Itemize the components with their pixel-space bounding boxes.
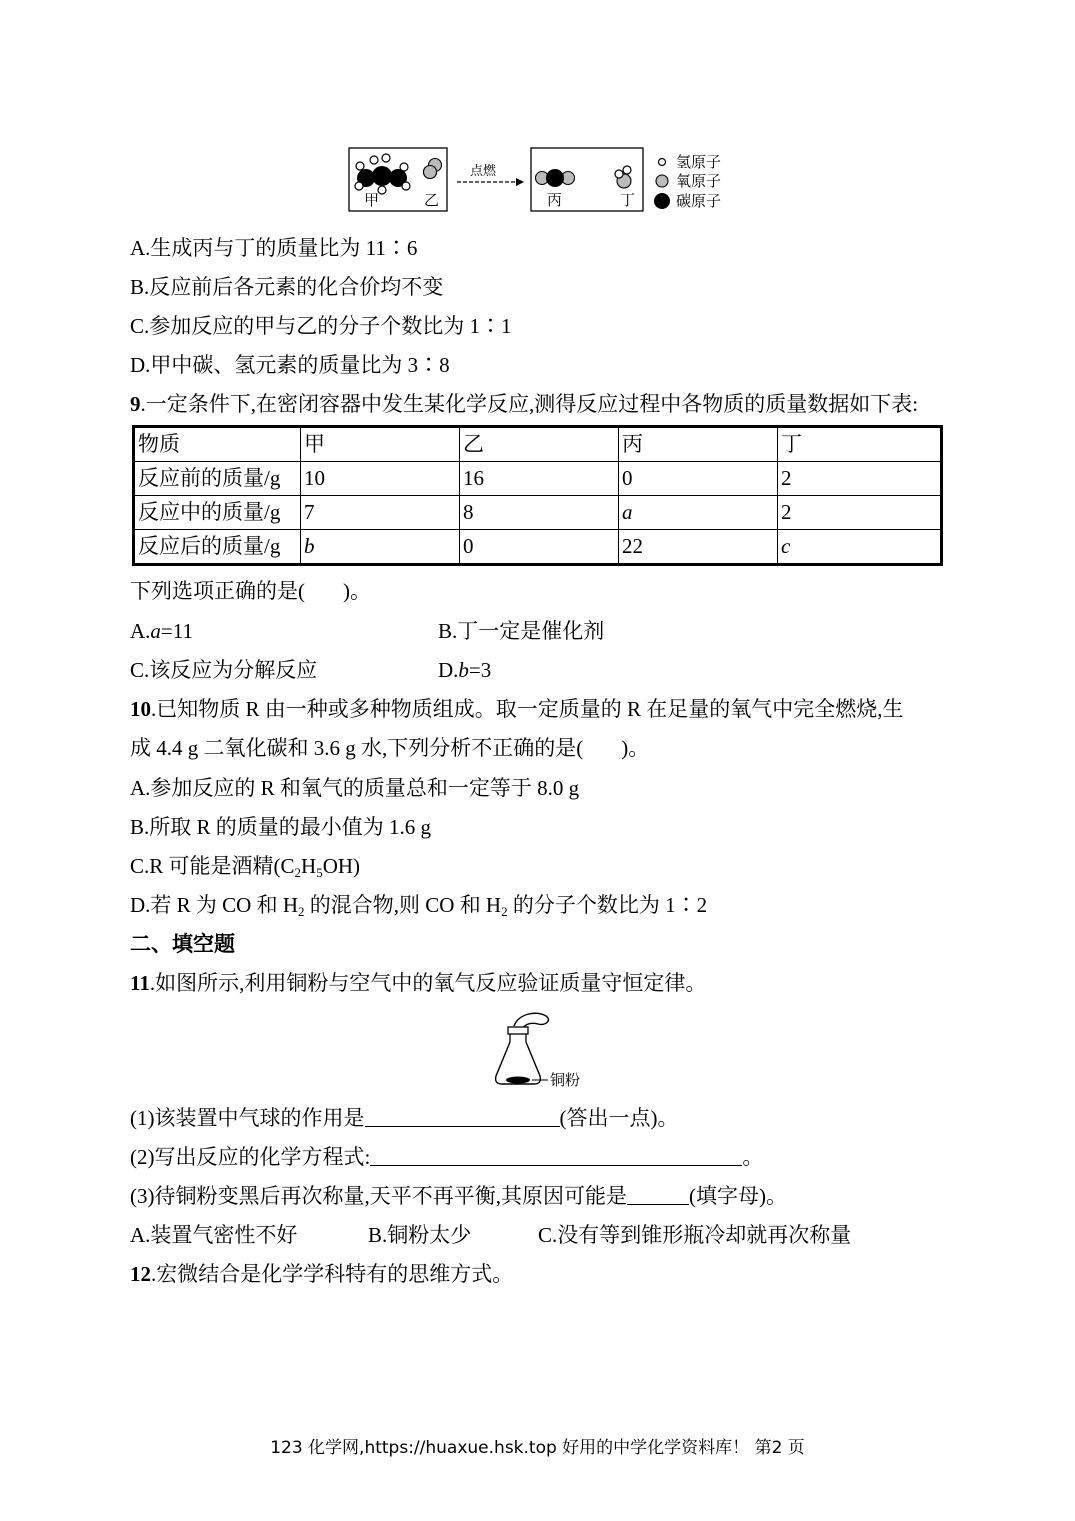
q9-number: 9 bbox=[130, 392, 141, 416]
section-heading: 二、填空题 bbox=[130, 932, 235, 956]
molecule-bing bbox=[536, 169, 575, 187]
table-cell: 甲 bbox=[301, 427, 460, 462]
box1-label-yi: 乙 bbox=[424, 191, 440, 209]
q9-prompt-text: 下列选项正确的是( bbox=[130, 579, 305, 603]
legend-oxygen: 氧原子 bbox=[676, 172, 722, 190]
q11-stem bbox=[130, 969, 706, 997]
molecule-ding bbox=[615, 166, 631, 188]
legend-hydrogen: 氢原子 bbox=[676, 153, 722, 171]
q8-option-a: A.生成丙与丁的质量比为 11∶6 bbox=[130, 236, 418, 260]
table-header-row bbox=[134, 427, 942, 462]
q11-option-a: A.装置气密性不好 bbox=[130, 1223, 298, 1247]
table-cell: 丙 bbox=[619, 427, 778, 462]
table-row-label: 反应中的质量/g bbox=[134, 496, 301, 530]
table-row-label: 物质 bbox=[134, 427, 301, 462]
q9-opt-a-var: a bbox=[150, 619, 161, 643]
box2-label-bing: 丙 bbox=[547, 191, 563, 209]
q9-opt-a-prefix: A. bbox=[130, 619, 151, 643]
q10-stem-line1 bbox=[130, 695, 904, 723]
table-cell: 丁 bbox=[778, 427, 942, 462]
q9-stem-text: .一定条件下,在密闭容器中发生某化学反应,测得反应过程中各物质的质量数据如下表: bbox=[140, 392, 919, 416]
q11-option-b: B.铜粉太少 bbox=[368, 1223, 472, 1247]
flask-figure bbox=[488, 1010, 598, 1092]
q10-number: 10 bbox=[130, 697, 151, 721]
q10-opt-c-mid: H bbox=[301, 854, 317, 878]
table-cell: b bbox=[301, 530, 460, 565]
table-cell: 7 bbox=[301, 496, 460, 530]
table-cell: 8 bbox=[460, 496, 619, 530]
reaction-diagram bbox=[346, 146, 736, 216]
q8-option-b: B.反应前后各元素的化合价均不变 bbox=[130, 275, 444, 299]
table-cell: 2 bbox=[778, 496, 942, 530]
table-cell: 10 bbox=[301, 462, 460, 496]
mass-data-table bbox=[132, 425, 943, 566]
q11-sub2-blank[interactable] bbox=[370, 1145, 742, 1166]
q10-opt-d-part2: 的混合物,则 CO 和 H bbox=[304, 893, 502, 917]
table-row-label: 反应前的质量/g bbox=[134, 462, 301, 496]
page-footer: 123 化学网,https://huaxue.hsk.top 好用的中学化学资料库！ 第2 页 bbox=[270, 1438, 805, 1458]
table-cell: a bbox=[619, 496, 778, 530]
q9-prompt-end: )。 bbox=[343, 579, 371, 603]
q11-sub2-text: (2)写出反应的化学方程式: bbox=[130, 1145, 371, 1169]
q10-opt-c-sub1: 2 bbox=[294, 865, 302, 880]
q11-sub3-text: (3)待铜粉变黑后再次称量,天平不再平衡,其原因可能是 bbox=[130, 1184, 627, 1208]
table-row bbox=[134, 496, 942, 530]
table-row-label: 反应后的质量/g bbox=[134, 530, 301, 565]
table-cell: 乙 bbox=[460, 427, 619, 462]
table-cell: 16 bbox=[460, 462, 619, 496]
q9-opt-a-rest: =11 bbox=[160, 619, 193, 643]
q8-option-c: C.参加反应的甲与乙的分子个数比为 1∶1 bbox=[130, 314, 512, 338]
q9-opt-d-rest: =3 bbox=[468, 658, 492, 682]
flask-label-copper-powder: 铜粉 bbox=[550, 1071, 581, 1089]
q9-option-c: C.该反应为分解反应 bbox=[130, 658, 318, 682]
q10-stem-line2 bbox=[130, 734, 649, 762]
molecule-jia bbox=[355, 154, 410, 194]
q9-prompt bbox=[130, 577, 371, 605]
q10-option-b: B.所取 R 的质量的最小值为 1.6 g bbox=[130, 815, 432, 839]
arrow-label: 点燃 bbox=[470, 164, 497, 179]
box2-label-ding: 丁 bbox=[620, 191, 636, 209]
table-cell: 0 bbox=[460, 530, 619, 565]
q12-stem bbox=[130, 1260, 513, 1288]
legend-carbon: 碳原子 bbox=[676, 192, 722, 210]
table-cell: 2 bbox=[778, 462, 942, 496]
q9-option-b: B.丁一定是催化剂 bbox=[438, 619, 605, 643]
molecule-yi bbox=[424, 159, 442, 179]
q10-option-c bbox=[130, 852, 360, 880]
q10-opt-c-prefix: C.R 可能是酒精(C bbox=[130, 854, 295, 878]
q11-sub3-end: (填字母)。 bbox=[688, 1184, 787, 1208]
q9-option-a bbox=[130, 617, 193, 645]
box1-label-jia: 甲 bbox=[364, 191, 380, 209]
q10-stem-text: .已知物质 R 由一种或多种物质组成。取一定质量的 R 在足量的氧气中完全燃烧,生 bbox=[151, 697, 904, 721]
q11-sub1-blank[interactable] bbox=[365, 1106, 560, 1127]
q10-stem-line2-text: 成 4.4 g 二氧化碳和 3.6 g 水,下列分析不正确的是( bbox=[130, 736, 584, 760]
q10-option-d bbox=[130, 891, 707, 919]
table-cell: 22 bbox=[619, 530, 778, 565]
q10-opt-d-sub1: 2 bbox=[298, 904, 305, 919]
q8-option-d: D.甲中碳、氢元素的质量比为 3∶8 bbox=[130, 353, 450, 377]
q11-stem-text: .如图所示,利用铜粉与空气中的氧气反应验证质量守恒定律。 bbox=[149, 971, 707, 995]
q9-opt-d-prefix: D. bbox=[438, 658, 459, 682]
q10-opt-d-part1: D.若 R 为 CO 和 H bbox=[130, 893, 299, 917]
table-cell: c bbox=[778, 530, 942, 565]
q9-opt-d-var: b bbox=[458, 658, 469, 682]
q11-number: 11 bbox=[130, 971, 150, 995]
q10-opt-d-part3: 的分子个数比为 1∶2 bbox=[507, 893, 708, 917]
q10-stem-line2-end: )。 bbox=[621, 736, 650, 760]
q11-sub3 bbox=[130, 1182, 787, 1210]
q12-number: 12 bbox=[130, 1262, 151, 1286]
q10-option-a: A.参加反应的 R 和氧气的质量总和一定等于 8.0 g bbox=[130, 776, 580, 800]
q11-sub1 bbox=[130, 1104, 679, 1132]
table-row bbox=[134, 462, 942, 496]
q10-opt-c-sub2: 5 bbox=[316, 865, 323, 880]
q10-opt-d-sub2: 2 bbox=[501, 904, 508, 919]
q11-sub3-blank[interactable] bbox=[627, 1184, 689, 1205]
q10-opt-c-suffix: OH) bbox=[322, 854, 361, 878]
q11-sub2 bbox=[130, 1143, 763, 1171]
table-row bbox=[134, 530, 942, 565]
q11-option-c: C.没有等到锥形瓶冷却就再次称量 bbox=[538, 1223, 852, 1247]
q12-stem-text: .宏微结合是化学学科特有的思维方式。 bbox=[151, 1262, 514, 1286]
q9-option-d bbox=[438, 656, 491, 684]
table-cell: 0 bbox=[619, 462, 778, 496]
q11-sub1-text: (1)该装置中气球的作用是 bbox=[130, 1106, 365, 1130]
q9-stem bbox=[130, 390, 918, 418]
q11-sub1-end: (答出一点)。 bbox=[559, 1106, 679, 1130]
q11-sub2-end: 。 bbox=[742, 1145, 764, 1169]
